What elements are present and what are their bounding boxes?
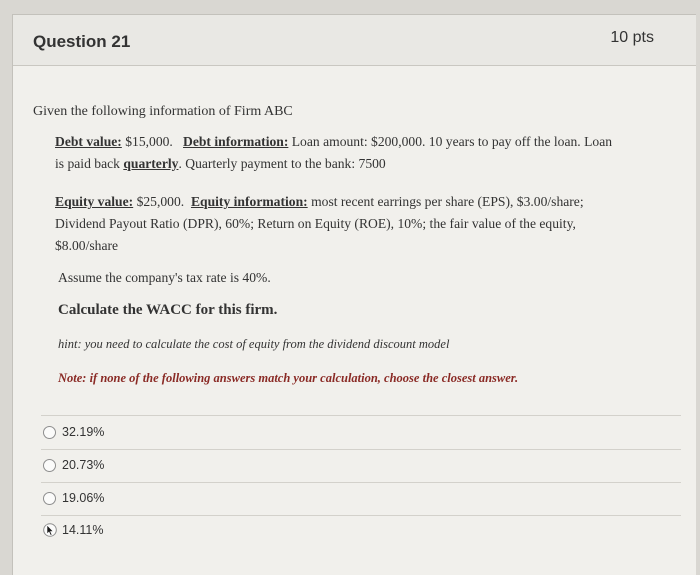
answer-divider xyxy=(41,449,681,450)
question-header xyxy=(13,15,696,66)
debt-paragraph xyxy=(55,131,665,175)
answer-divider xyxy=(41,415,681,416)
note-text: Note: if none of the following answers match your calculation, choose the closest answer. xyxy=(58,371,519,385)
question-intro: Given the following information of Firm ABC xyxy=(33,104,293,119)
answer-label: 20.73% xyxy=(62,458,105,472)
answer-option-1[interactable] xyxy=(43,425,104,439)
equity-value-label: Equity value: xyxy=(55,194,134,209)
equity-info-line3: $8.00/share xyxy=(55,238,119,253)
pointer-cursor-icon xyxy=(43,523,57,537)
answer-label: 32.19% xyxy=(62,425,105,439)
question-title: Question 21 xyxy=(33,32,131,51)
question-points: 10 pts xyxy=(610,29,654,46)
debt-info-quarterly: quarterly xyxy=(123,156,179,171)
debt-info-line1: Loan amount: $200,000. 10 years to pay off the loan. Loan xyxy=(288,134,613,149)
hint-text: hint: you need to calculate the cost of equity from the dividend discount model xyxy=(58,337,450,351)
equity-info-line1: most recent earrings per share (EPS), $3.00/share; xyxy=(307,194,584,209)
radio-button[interactable] xyxy=(43,492,56,505)
debt-info-line2a: is paid back xyxy=(55,156,124,171)
equity-paragraph xyxy=(55,191,655,257)
equity-value: $25,000. xyxy=(133,194,185,209)
calculate-instruction: Calculate the WACC for this firm. xyxy=(58,302,278,318)
answer-label: 14.11% xyxy=(62,523,104,537)
answer-divider xyxy=(41,515,681,516)
debt-info-line2b: . Quarterly payment to the bank: 7500 xyxy=(178,156,386,171)
debt-value: $15,000. xyxy=(121,134,173,149)
debt-value-label: Debt value: xyxy=(55,134,122,149)
answer-divider xyxy=(41,482,681,483)
answer-label: 19.06% xyxy=(62,491,105,505)
tax-rate-text: Assume the company's tax rate is 40%. xyxy=(58,270,271,285)
debt-info-label: Debt information: xyxy=(183,134,289,149)
equity-info-line2: Dividend Payout Ratio (DPR), 60%; Return on Equity (ROE), 10%; the fair value of the equity, xyxy=(55,216,576,231)
radio-button[interactable] xyxy=(43,426,56,439)
answer-option-4[interactable] xyxy=(43,523,103,537)
answer-option-2[interactable] xyxy=(43,458,104,472)
question-card xyxy=(12,14,696,575)
equity-info-label: Equity information: xyxy=(190,194,308,209)
radio-button[interactable] xyxy=(43,459,56,472)
answer-option-3[interactable] xyxy=(43,491,104,505)
